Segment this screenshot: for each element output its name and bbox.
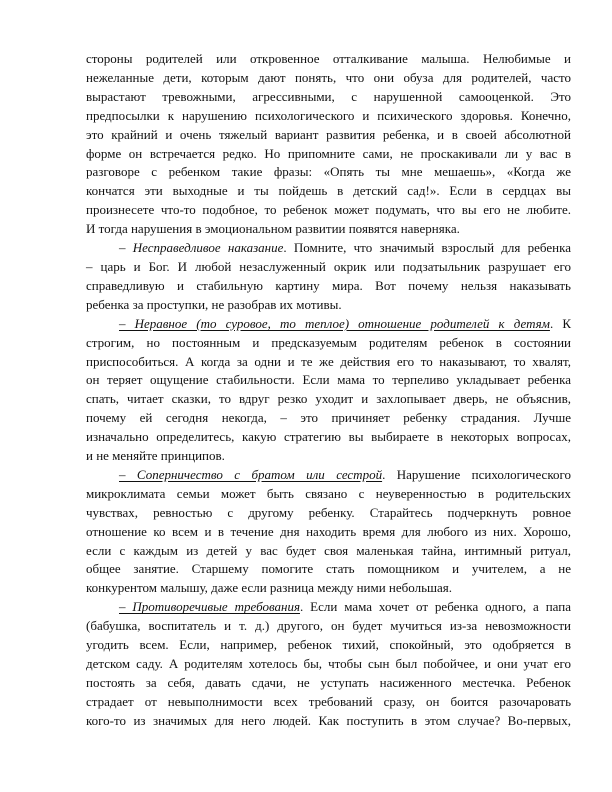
text-line: микроклимата семьи может быть связано с неуверенностью в родительских — [86, 485, 571, 501]
paragraph-intro — [86, 50, 571, 239]
paragraph-heading: – Несправедливое наказание — [119, 240, 284, 256]
text-line: детском саду. А родителям хотелось бы, чтобы сын был побойчее, и они учат его — [86, 656, 571, 671]
text-line: (бабушка, воспитатель и т. д.) другого, он будет мучиться из-за невозможности — [86, 618, 571, 634]
text-line: разговоре с ребенком такие фразы: «Опять ты мне мешаешь», «Когда же — [86, 164, 571, 180]
text-line: отношение ко всем и в течение дня находить время для любого из них. Хорошо, — [86, 523, 571, 539]
text-fragment: . К — [549, 315, 571, 331]
text-fragment: . Нарушение психологического — [382, 466, 571, 482]
text-line — [86, 315, 571, 334]
text-line: и не меняйте принципов. — [86, 448, 225, 464]
text-line: вырастают тревожными, агрессивными, с нарушенной самооценкой. Это — [86, 88, 571, 104]
text-line: общее занятие. Старшему помогите стать помощником и учителем, а не — [86, 561, 571, 577]
paragraph-contradictory-demands — [86, 598, 571, 730]
text-line: – царь и Бог. И любой незаслуженный окрик или подзатыльник разрушает его — [86, 258, 571, 274]
text-line: конкурентом малышу, даже если разница между ними небольшая. — [86, 580, 453, 596]
paragraph-sibling-rivalry — [86, 466, 571, 598]
text-line: кончатся эти выходные и ты пойдешь в детский сад!». Если в сердцах вы — [86, 183, 571, 199]
text-line: И тогда нарушения в эмоциональном развитии появятся наверняка. — [86, 221, 460, 237]
text-line: кого-то из значимых для него людей. Как поступить в этом случае? Во-первых, — [86, 712, 571, 728]
text-line: постоять за себя, давать сдачи, не уступать насиженного местечка. Ребенок — [86, 674, 571, 690]
text-line — [86, 239, 571, 258]
text-line: угодить всем. Если, например, ребенок тихий, спокойный, это одобряется в — [86, 637, 571, 653]
document-page — [86, 50, 571, 731]
text-line: почему ей сегодня некогда, – это причиняет ребенку страдания. Лучше — [86, 410, 571, 426]
paragraph-unequal-attitude — [86, 315, 571, 466]
paragraph-heading: – Противоречивые требования — [119, 599, 300, 615]
text-line: справедливую и стабильную картину мира. Вот почему нельзя наказывать — [86, 277, 571, 293]
text-line: он теряет ощущение стабильности. Если мама то терпеливо укладывает ребенка — [86, 372, 571, 388]
text-fragment: . Помните, что значимый взрослый для ребенка — [283, 240, 571, 256]
text-line: стороны родителей или откровенное отталкивание малыша. Нелюбимые и — [86, 51, 571, 66]
text-line: изначально определитесь, какую стратегию вы выбираете в некоторых вопросах, — [86, 429, 571, 445]
text-line: страдает от невыполнимости всех требований сразу, он боится разочаровать — [86, 693, 571, 709]
text-line: произнесете что-то подобное, то ребенок может подумать, что вы его не любите. — [86, 202, 571, 218]
paragraph-unfair-punishment — [86, 239, 571, 315]
text-line: спать, читает сказки, то вдруг резко уходит и захлопывает дверь, не объяснив, — [86, 391, 571, 407]
text-line: нежеланные дети, которым дают понять, что они обуза для родителей, часто — [86, 69, 571, 85]
paragraph-heading: – Неравное (то суровое, то теплое) отношение родителей к детям — [119, 315, 550, 331]
text-line — [86, 598, 571, 617]
text-line: ребенка за проступки, не разобрав их мотивы. — [86, 296, 342, 312]
text-line: строгим, но постоянным и предсказуемым родителям ребенок в состоянии — [86, 334, 571, 350]
text-fragment: . Если мама хочет от ребенка одного, а папа — [299, 599, 571, 615]
text-line: если с каждым из детей у вас будет своя маленькая тайна, интимный ритуал, — [86, 542, 571, 558]
text-line: чувствах, ревностью с другому ребенку. Старайтесь подчеркнуть ровное — [86, 504, 571, 520]
text-line: приспособиться. А когда за одни и те же действия его то наказывают, то хвалят, — [86, 353, 571, 369]
text-line: это крайний и очень тяжелый вариант развития ребенка, и в своей абсолютной — [86, 126, 571, 142]
paragraph-heading: – Соперничество с братом или сестрой — [119, 466, 383, 482]
text-line: предпосылки к нарушению психологического и психического здоровья. Конечно, — [86, 107, 571, 123]
text-line — [86, 466, 571, 485]
text-line: форме он встречается редко. Но припомните сами, не проскакивали ли у вас в — [86, 145, 571, 161]
